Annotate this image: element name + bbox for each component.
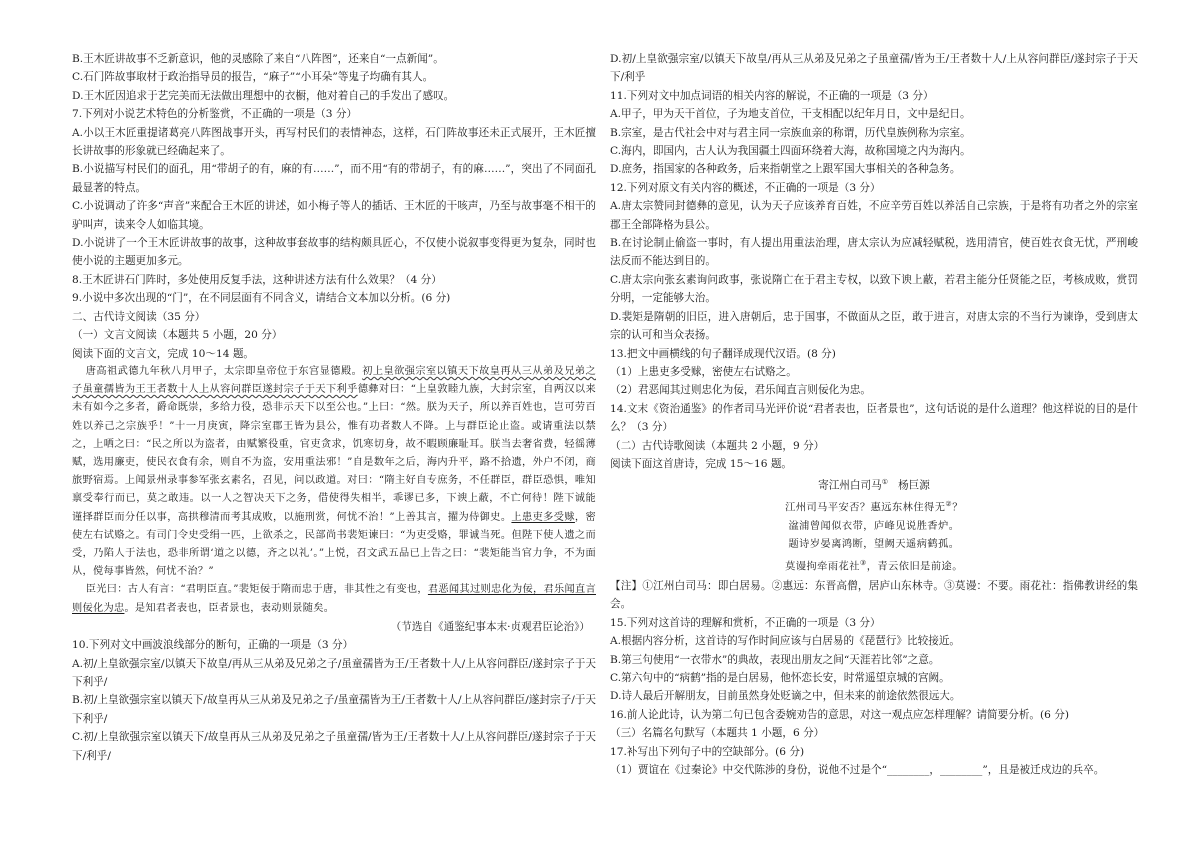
q15-option-b: B.第三句使用“一衣带水”的典故，表现出朋友之间“天涯若比邻”之意。 <box>610 653 940 666</box>
q15-option-a: A.根据内容分析，这首诗的写作时间应该与白居易的《琵琶行》比较接近。 <box>610 635 961 648</box>
q12-stem: 12.下列对原文有关内容的概述，不正确的一项是（3 分） <box>610 181 881 194</box>
underlined-sentence-2: 君恶闻其过则忠化为佞，君乐闻直言则佞化为忠 <box>72 584 596 614</box>
poem-line-4 <box>610 554 1138 577</box>
poem-line-text: 莫谩拘牵雨花社 <box>785 561 860 573</box>
q11-stem: 11.下列对文中加点词语的相关内容的解说，不正确的一项是（3 分） <box>610 89 934 102</box>
q10-stem: 10.下列对文中画波浪线部分的断句，正确的一项是（3 分） <box>72 639 354 652</box>
q16: 16.前人论此诗，认为第二句已包含委婉劝告的意思，对这一观点应怎样理解？请简要分析。(6 分) <box>610 708 1069 721</box>
q12-option-b: B.在讨论制止偷盗一事时，有人提出用重法治理，唐太宗认为应减轻赋税，选用清官，使百姓衣食无忧，严刑峻法反而不能达到目的。 <box>610 237 1138 268</box>
classical-passage-paragraph-1 <box>72 363 596 581</box>
q13-item-1: （1）上患吏多受赇，密使左右试赂之。 <box>610 365 797 378</box>
q15-stem: 15.下列对这首诗的理解和赏析，不正确的一项是（3 分） <box>610 616 881 629</box>
q15-option-d: D.诗人最后开解朋友，目前虽然身处贬谪之中，但未来的前途依然很远大。 <box>610 690 961 703</box>
poem-instruction: 阅读下面这首唐诗，完成 15～16 题。 <box>610 457 793 470</box>
q7-stem: 7.下列对小说艺术特色的分析鉴赏，不正确的一项是（3 分） <box>72 108 358 121</box>
poem-line-2: 湓浦曾闻似衣带，庐峰见说胜香炉。 <box>788 520 960 532</box>
subsection-2-heading: （二）古代诗歌阅读（本题共 2 小题，9 分） <box>610 439 825 452</box>
right-column <box>610 50 1138 779</box>
q9: 9.小说中多次出现的“门”，在不同层面有不同含义，请结合文本加以分析。(6 分) <box>72 292 451 305</box>
q11-option-b: B.宗室，是古代社会中对与君主同一宗族血亲的称谓，历代皇族例称为宗室。 <box>610 126 971 139</box>
passage-source: （节选自《通鉴纪事本末·贞观君臣论治》） <box>390 620 590 633</box>
poem-line-1 <box>610 495 1138 518</box>
poem-note-mark: ③ <box>859 559 867 568</box>
q13-item-2: （2）君恶闻其过则忠化为佞，君乐闻直言则佞化为忠。 <box>610 384 871 397</box>
q6-option-b: B.王木匠讲故事不乏新意识，他的灵感除了来自“八阵图”，还来自“一点新闻”。 <box>72 53 444 65</box>
poem-notes: 【注】①江州白司马：即白居易。②惠远：东晋高僧，居庐山东林寺。③莫谩：不要。雨花社：指佛教讲经的集会。 <box>610 579 1138 611</box>
passage-text: 臣光曰：古人有言：“君明臣直。”裴矩佞于隋而忠于唐，非其性之有变也， <box>85 584 428 596</box>
q17-item-1: （1）贾谊在《过秦论》中交代陈涉的身份，说他不过是个“________，________”，且是被迁戍边的兵卒。 <box>610 763 1105 776</box>
subsection-1-heading: （一）文言文阅读（本题共 5 小题，20 分） <box>72 329 283 342</box>
passage-text: ，密使左右试赂之。 <box>72 511 596 541</box>
q10-option-a: A.初/上皇欲强宗室/以镇天下故皇/再从三从弟及兄弟之子/虽童孺皆为王/王者数十人/上从容问群臣/遂封宗子于天下利乎/ <box>72 657 596 688</box>
passage-text: 德彝对曰：“上皇敦睦九族，大封宗室，自两汉以来未有如今之多者，爵命既崇，多给力役，恐非示天下以至公也。”上曰：“然。朕为天子，所以养百姓也，岂可劳百姓以养己之宗族乎！”十一月庚寅，降宗室郡王皆为县公，惟有功者数人不降。上与群臣论止盗。或请重法以禁之，上哂之曰：“民之所以为盗者，由赋繁役重，官吏贪求，饥寒切身，故不暇顾廉耻耳。朕当去奢省费，轻徭薄赋，选用廉吏，使民衣食有余，则自不为盗，安用重法邪！”自是数年之后，海内升平，路不拾遗，外户不闭，商旅野宿焉。上闻景州录事参军张玄素名，召见，问以政道。对曰：“隋主好自专庶务，不任群臣，群臣恐惧，唯知禀受奉行而已，莫之敢违。以一人之智决天下之务，借使得失相半，乖谬已多，下谀上蔽，不亡何待！陛下诚能谨择群臣而分任以事，高拱穆清而考其成败，以施刑赏，何忧不治！”上善其言，擢为侍御史。 <box>72 384 596 523</box>
poem-note-mark: ② <box>945 500 953 509</box>
classical-passage-paragraph-2 <box>72 581 596 617</box>
passage-text: 唐高祖武德九年秋八月甲子，太宗即皇帝位于东宫显德殿。 <box>85 365 363 377</box>
passage-text: 。是知君者表也，臣者景也，表动则景随矣。 <box>124 602 335 614</box>
q10-option-d: D.初/上皇欲强宗室/以镇天下故皇/再从三从弟及兄弟之子虽童孺/皆为王/王者数十人/上从容问群臣/遂封宗子于天下/利乎 <box>610 53 1138 84</box>
q8: 8.王木匠讲石门阵时，多处使用反复手法，这种讲述方法有什么效果？（4 分） <box>72 273 442 286</box>
q10-option-b: B.初/上皇欲强宗室以镇天下/故皇再从三从弟及兄弟之子/虽童孺皆为王/王者数十人/上从容问群臣/遂封宗子/于天下利乎/ <box>72 694 596 725</box>
section-2-heading: 二、古代诗文阅读（35 分） <box>72 310 206 323</box>
q12-option-c: C.唐太宗向张玄素询问政事，张说隋亡在于君主专权，以致下谀上蔽，若君主能分任贤能之臣，考核成败，赏罚分明，一定能够大治。 <box>610 273 1138 305</box>
poem-title-note-mark: ① <box>881 478 888 487</box>
q11-option-d: D.庶务，指国家的各种政务，后来指朝堂之上跟军国大事相关的各种急务。 <box>610 163 961 176</box>
poem-line-text: ？ <box>952 502 963 514</box>
wavy-underlined-sentence: 初上皇欲强宗室以镇天下故皇再从三从弟及兄弟之子虽童孺皆为王王者数十人上从容问群臣遂封宗子于天下利乎 <box>72 365 596 396</box>
q17-stem: 17.补写出下列句子中的空缺部分。(6 分) <box>610 745 805 758</box>
poem-title: 寄江州白司马 <box>818 479 882 492</box>
q11-option-c: C.海内，即国内，古人认为我国疆土四面环绕着大海，故称国境之内为海内。 <box>610 145 971 158</box>
q14: 14.文末《资治通鉴》的作者司马光评价说“君者表也，臣者景也”，这句话说的是什么道理？他这样说的目的是什么？（3 分） <box>610 402 1138 434</box>
q13-stem: 13.把文中画横线的句子翻译成现代汉语。(8 分) <box>610 347 836 360</box>
reading-instruction: 阅读下面的文言文，完成 10～14 题。 <box>72 347 255 360</box>
q6-option-d: D.王木匠因追求于艺完美而无法做出理想中的衣橱，他对着自己的手发出了感叹。 <box>72 89 455 102</box>
poem-title-line <box>610 473 1138 495</box>
poem-author: 杨巨源 <box>898 479 930 492</box>
q12-option-d: D.裴矩是隋朝的旧臣，进入唐朝后，忠于国事，不做面从之臣，敢于进言，对唐太宗的不当行为谏诤，受到唐太宗的认可和当众表扬。 <box>610 310 1138 342</box>
left-column <box>72 50 596 765</box>
q11-option-a: A.甲子，甲为天干首位，子为地支首位，干支相配以纪年月日，文中是纪日。 <box>610 108 971 121</box>
q7-option-c: C.小说调动了许多“声音”来配合王木匠的讲述，如小梅子等人的插话、王木匠的干咳声，乃至与故事毫不相干的驴叫声，读来令人如临其境。 <box>72 200 596 231</box>
q10-option-c: C.初/上皇欲强宗室以镇天下/故皇再从三从弟及兄弟之子虽童孺/皆为王/王者数十人/上从容问群臣/遂封宗子于天下/利乎/ <box>72 731 596 762</box>
q6-option-c: C.石门阵故事取材于政治指导员的报告，“麻子”“小耳朵”等鬼子均确有其人。 <box>72 71 434 84</box>
q7-option-d: D.小说讲了一个王木匠讲故事的故事，这种故事套故事的结构颇具匠心，不仅使小说叙事变得更为复杂，同时也使小说的主题更加多元。 <box>72 237 596 268</box>
passage-text: 有司门令史受绢一匹，上欲杀之，民部尚书裴矩谏曰：“为吏受赂，罪诚当死。但陛下使人遗之而受，乃陷人于法也，恐非所谓‘道之以德，齐之以礼’。”上悦，召文武五品已上告之曰：“裴矩能当官力争，不为面从，傥每事皆然，何忧不治？” <box>72 529 596 578</box>
q7-option-a: A.小以王木匠重提诸葛亮八阵图战事开头，再写村民们的表情神态，这样，石门阵故事还未正式展开，王木匠擅长讲故事的形象就已经确起来了。 <box>72 126 596 158</box>
poem-line-3: 题诗岁晏离鸿断，望阙天遥病鹤孤。 <box>788 539 960 551</box>
q15-option-c: C.第六句中的“病鹤”指的是白居易，他怀恋长安，时常遥望京城的宫阙。 <box>610 671 950 684</box>
q7-option-b: B.小说描写村民们的面孔，用“带胡子的有，麻的有……”，而不用“有的带胡子，有的麻……”，突出了不同面孔最显著的特点。 <box>72 163 596 194</box>
poem-line-text: 江州司马平安否？惠远东林住得无 <box>785 502 946 514</box>
poem-line-text: ，青云依旧是前途。 <box>866 561 963 573</box>
q12-option-a: A.唐太宗赞同封德彝的意见，认为天子应该养育百姓，不应辛劳百姓以养活自己宗族，于是将有功者之外的宗室郡王全部降格为县公。 <box>610 200 1138 231</box>
subsection-3-heading: （三）名篇名句默写（本题共 1 小题，6 分） <box>610 727 825 740</box>
underlined-sentence-1: 上患吏多受赇 <box>511 511 575 523</box>
